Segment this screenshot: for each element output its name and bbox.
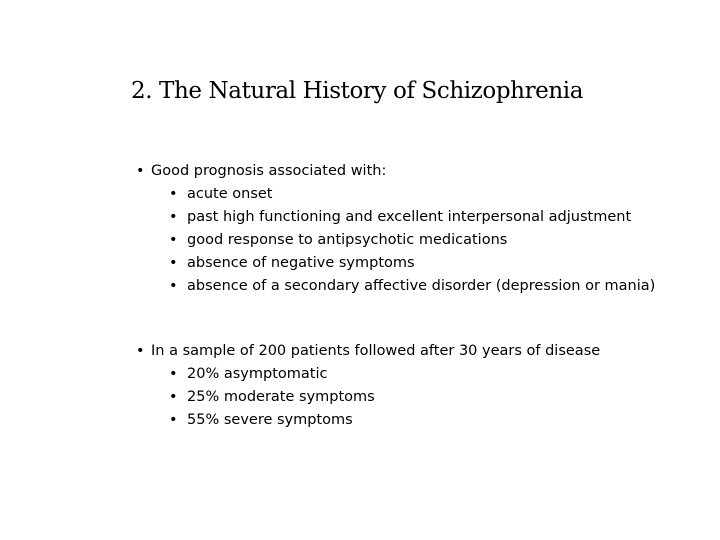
sub-bullet-icon: • — [169, 366, 178, 382]
list-item — [136, 183, 657, 206]
section-heading — [136, 340, 600, 363]
list-item — [136, 386, 600, 409]
list-item — [136, 229, 657, 252]
list-item — [136, 275, 657, 298]
sub-bullet-icon: • — [169, 209, 178, 225]
section-outcome-sample — [136, 340, 600, 432]
list-item-text: 25% moderate symptoms — [187, 389, 375, 405]
list-item-text: 55% severe symptoms — [187, 412, 353, 428]
sub-bullet-list — [136, 183, 657, 298]
section-heading-text: In a sample of 200 patients followed after 30 years of disease — [151, 343, 601, 359]
bullet-icon: • — [136, 163, 145, 179]
sub-bullet-icon: • — [169, 186, 178, 202]
sub-bullet-icon: • — [169, 412, 178, 428]
section-heading-text: Good prognosis associated with: — [151, 163, 387, 179]
list-item-text: absence of negative symptoms — [187, 255, 415, 271]
list-item-text: good response to antipsychotic medications — [187, 232, 508, 248]
slide-title: 2. The Natural History of Schizophrenia — [131, 78, 584, 104]
list-item — [136, 363, 600, 386]
sub-bullet-list — [136, 363, 600, 432]
sub-bullet-icon: • — [169, 278, 178, 294]
list-item-text: 20% asymptomatic — [187, 366, 328, 382]
list-item-text: acute onset — [187, 186, 273, 202]
list-item — [136, 252, 657, 275]
list-item — [136, 409, 600, 432]
sub-bullet-icon: • — [169, 232, 178, 248]
list-item-text: past high functioning and excellent interpersonal adjustment — [187, 209, 632, 225]
sub-bullet-icon: • — [169, 255, 178, 271]
bullet-icon: • — [136, 343, 145, 359]
list-item-text: absence of a secondary affective disorder (depression or mania) — [187, 278, 656, 294]
section-heading — [136, 160, 657, 183]
section-good-prognosis — [136, 160, 657, 298]
list-item — [136, 206, 657, 229]
sub-bullet-icon: • — [169, 389, 178, 405]
